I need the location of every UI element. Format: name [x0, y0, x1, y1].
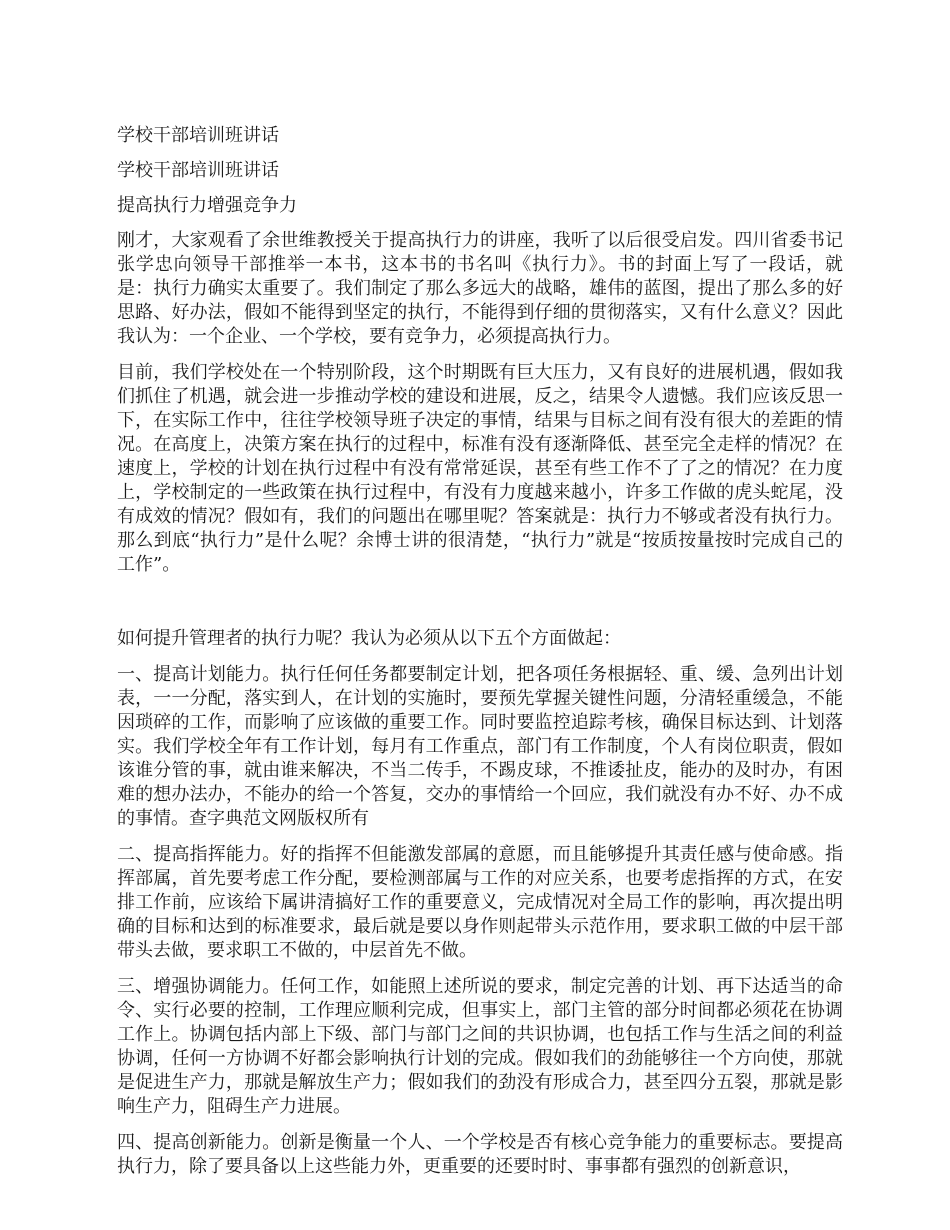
paragraph-current-situation: 目前，我们学校处在一个特别阶段，这个时期既有巨大压力，又有良好的进展机遇，假如我们抓住了机遇，就会进一步推动学校的建设和进展，反之，结果令人遗憾。我们应该反思一下，在实际工作中，往往学校领导班子决定的事情，结果与目标之间有没有很大的差距的情况。在高度上，决策方案在执行的过程中，标准有没有逐渐降低、甚至完全走样的情况？在速度上，学校的计划在执行过程中有没有常常延误，甚至有些工作不了了之的情况？在力度上，学校制定的一些政策在执行过程中，有没有力度越来越小，许多工作做的虎头蛇尾，没有成效的情况？假如有，我们的问题出在哪里呢？答案就是：执行力不够或者没有执行力。那么到底“执行力”是什么呢？余博士讲的很清楚，“执行力”就是“按质按量按时完成自己的工作”。	[117, 362, 843, 575]
document-body	[117, 124, 843, 1191]
document-heading: 提高执行力增强竞争力	[117, 195, 297, 216]
section-gap	[117, 589, 843, 627]
paragraph-innovation: 四、提高创新能力。创新是衡量一个人、一个学校是否有核心竞争能力的重要标志。要提高执行力，除了要具备以上这些能力外，更重要的还要时时、事事都有强烈的创新意识，	[117, 1132, 843, 1177]
paragraph-command: 二、提高指挥能力。好的指挥不但能激发部属的意愿，而且能够提升其责任感与使命感。指挥部属，首先要考虑工作分配，要检测部属与工作的对应关系，也要考虑指挥的方式，在安排工作前，应该给下属讲清搞好工作的重要意义，完成情况对全局工作的影响，再次提出明确的目标和达到的标准要求，最后就是要以身作则起带头示范作用，要求职工做的中层干部带头去做，要求职工不做的，中层首先不做。	[117, 844, 843, 961]
paragraph-five-aspects: 如何提升管理者的执行力呢？我认为必须从以下五个方面做起：	[117, 628, 621, 649]
document-title: 学校干部培训班讲话	[117, 125, 279, 146]
paragraph-coordination: 三、增强协调能力。任何工作，如能照上述所说的要求，制定完善的计划、再下达适当的命令、实行必要的控制，工作理应顺利完成，但事实上，部门主管的部分时间都必须花在协调工作上。协调包括内部上下级、部门与部门之间的共识协调，也包括工作与生活之间的利益协调，任何一方协调不好都会影响执行计划的完成。假如我们的劲能够往一个方向使，那就是促进生产力，那就是解放生产力；假如我们的劲没有形成合力，甚至四分五裂，那就是影响生产力，阻碍生产力进展。	[117, 976, 843, 1117]
document-subtitle: 学校干部培训班讲话	[117, 160, 279, 181]
paragraph-planning: 一、提高计划能力。执行任何任务都要制定计划，把各项任务根据轻、重、缓、急列出计划表，一一分配，落实到人，在计划的实施时，要预先掌握关键性问题，分清轻重缓急，不能因琐碎的工作，而影响了应该做的重要工作。同时要监控追踪考核，确保目标达到、计划落实。我们学校全年有工作计划，每月有工作重点，部门有工作制度，个人有岗位职责，假如该谁分管的事，就由谁来解决，不当二传手，不踢皮球，不推诿扯皮，能办的及时办，有困难的想办法办，不能办的给一个答复，交办的事情给一个回应，我们就没有办不好、办不成的事情。查字典范文网版权所有	[117, 664, 843, 829]
paragraph-intro: 刚才，大家观看了余世维教授关于提高执行力的讲座，我听了以后很受启发。四川省委书记张学忠向领导干部推举一本书，这本书的书名叫《执行力》。书的封面上写了一段话，就是：执行力确实太重要了。我们制定了那么多远大的战略，雄伟的蓝图，提出了那么多的好思路、好办法，假如不能得到坚定的执行，不能得到仔细的贯彻落实，又有什么意义？因此我认为：一个企业、一个学校，要有竞争力，必须提高执行力。	[117, 230, 843, 347]
